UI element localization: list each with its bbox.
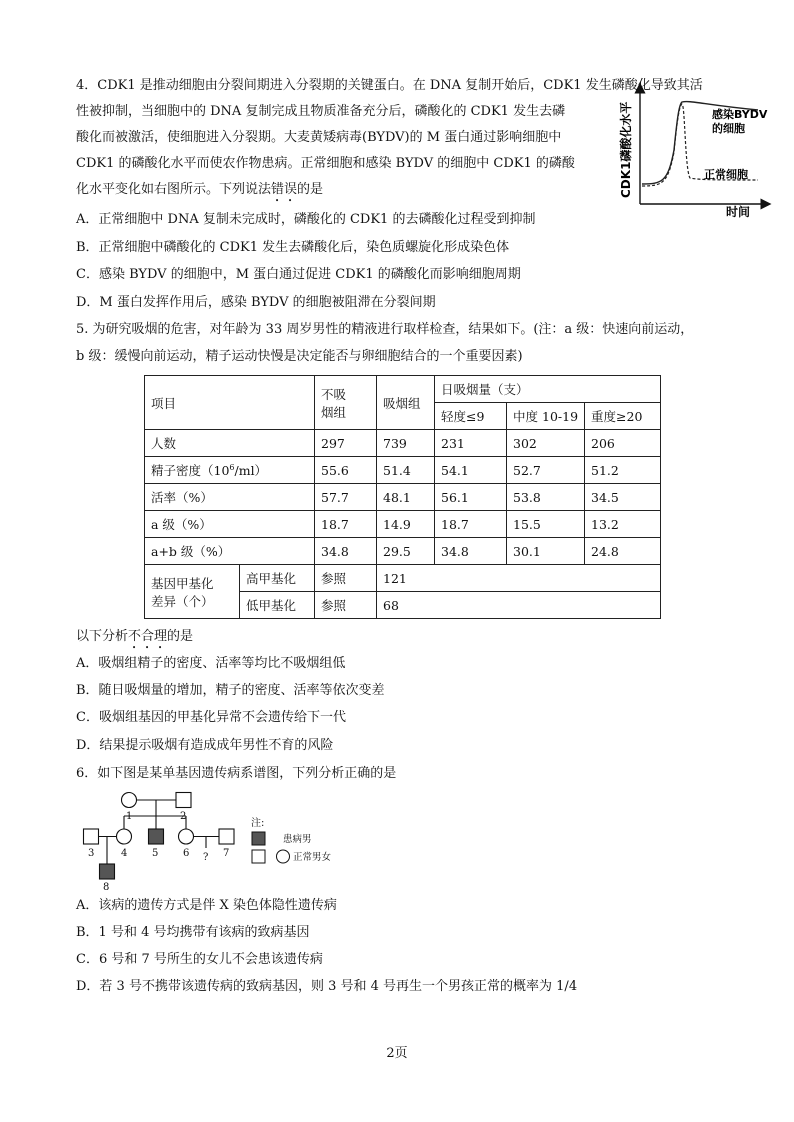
svg-text:4: 4	[121, 848, 128, 859]
q5-option-c: C．吸烟组基因的甲基化异常不会遗传给下一代	[76, 710, 346, 725]
infected-label-2: 的细胞	[712, 122, 745, 135]
q4-option-d: D．M 蛋白发挥作用后，感染 BYDV 的细胞被阻滞在分裂间期	[76, 295, 436, 310]
q5-option-d: D．结果提示吸烟有造成成年男性不育的风险	[76, 738, 334, 753]
sperm-data-table	[144, 375, 661, 619]
emphasis-text: 错误	[271, 182, 298, 197]
emphasis-text: 不合理	[128, 629, 168, 644]
svg-text:6: 6	[183, 848, 190, 859]
q4-line-1: 4．CDK1 是推动细胞由分裂间期进入分裂期的关键蛋白。在 DNA 复制开始后，CDK1 发生磷酸化导致其活	[76, 78, 703, 93]
legend-normal-female-icon	[277, 850, 290, 863]
header-heavy: 重度≥20	[585, 403, 661, 430]
normal-label: 正常细胞	[704, 168, 748, 181]
q4-line-2: 性被抑制，当细胞中的 DNA 复制完成且物质准备充分后，磷酸化的 CDK1 发生去磷	[76, 104, 566, 119]
infected-label-1: 感染BYDV	[712, 108, 768, 121]
q4-option-a: A．正常细胞中 DNA 复制未完成时，磷酸化的 CDK1 的去磷酸化过程受到抑制	[76, 212, 536, 227]
legend-normal-male-icon	[252, 850, 265, 863]
q5-option-b: B．随日吸烟量的增加，精子的密度、活率等依次变差	[76, 683, 385, 698]
table-row: a+b 级（%） 34.8 29.5 34.8 30.1 24.8	[145, 538, 661, 565]
individual-1	[122, 793, 137, 808]
svg-text:3: 3	[88, 848, 95, 859]
svg-text:5: 5	[152, 848, 159, 859]
individual-6	[179, 829, 194, 844]
legend-normal-label: 正常男女	[293, 852, 332, 863]
q6-option-a: A．该病的遗传方式是伴 X 染色体隐性遗传病	[76, 898, 337, 913]
graph-y-label: CDK1磷酸化水平	[619, 101, 633, 198]
q4-line-5: 化水平变化如右图所示。下列说法错误的是	[76, 182, 324, 197]
q5-question: 以下分析不合理的是	[76, 629, 194, 644]
header-mid: 中度 10-19	[507, 403, 585, 430]
page-number: 2页	[386, 1046, 408, 1061]
individual-2	[176, 793, 191, 808]
q4-option-c: C．感染 BYDV 的细胞中，M 蛋白通过促进 CDK1 的磷酸化而影响细胞周期	[76, 267, 521, 282]
svg-text:7: 7	[223, 848, 230, 859]
graph-x-label: 时间	[726, 205, 751, 219]
table-row: a 级（%） 18.7 14.9 18.7 15.5 13.2	[145, 511, 661, 538]
q6-stem: 6．如下图是某单基因遗传病系谱图，下列分析正确的是	[76, 766, 397, 781]
individual-3	[84, 829, 99, 844]
table-row: 活率（%） 57.7 48.1 56.1 53.8 34.5	[145, 484, 661, 511]
q6-option-d: D．若 3 号不携带该遗传病的致病基因，则 3 号和 4 号再生一个男孩正常的概率为 1/4	[76, 979, 578, 994]
table-row: 精子密度$(10^6/ml)$ 55.6 51.4 54.1 52.7 51.2	[145, 457, 661, 484]
header-nonsmoke: 不吸 烟组	[315, 376, 377, 430]
individual-5-affected	[149, 829, 164, 844]
individual-4	[117, 829, 132, 844]
header-smoke: 吸烟组	[377, 376, 435, 430]
header-item: 项目	[145, 376, 315, 430]
svg-text:1: 1	[126, 811, 133, 822]
table-row: 基因甲基化 差异（个） 高甲基化 参照 121	[145, 565, 661, 592]
q5-option-a: A．吸烟组精子的密度、活率等均比不吸烟组低	[76, 656, 346, 671]
q6-option-b: B．1 号和 4 号均携带有该病的致病基因	[76, 925, 310, 940]
pedigree-chart	[76, 786, 346, 890]
q5-intro-1: 5. 为研究吸烟的危害，对年龄为 33 周岁男性的精液进行取样检查，结果如下。(注：a 级：快速向前运动，	[76, 322, 694, 337]
q6-option-c: C．6 号和 7 号所生的女儿不会患该遗传病	[76, 952, 323, 967]
legend-affected-label: 患病男	[283, 834, 312, 845]
table-row: 低甲基化 参照 68	[145, 592, 661, 619]
table-row: 人数 297 739 231 302 206	[145, 430, 661, 457]
svg-text:?: ?	[203, 852, 209, 863]
methylation-label: 基因甲基化 差异（个）	[145, 565, 240, 619]
q5-intro-2: b 级：缓慢向前运动，精子运动快慢是决定能否与卵细胞结合的一个重要因素)	[76, 349, 523, 364]
header-light: 轻度≤9	[435, 403, 507, 430]
cdk1-phosphorylation-graph	[600, 80, 780, 220]
header-daily: 日吸烟量（支）	[435, 376, 661, 403]
individual-7	[219, 829, 234, 844]
legend-affected-icon	[252, 832, 265, 845]
q4-line-4: CDK1 的磷酸化水平而使农作物患病。正常细胞和感染 BYDV 的细胞中 CDK1 的磷酸	[76, 156, 575, 171]
q4-option-b: B．正常细胞中磷酸化的 CDK1 发生去磷酸化后，染色质螺旋化形成染色体	[76, 240, 510, 255]
individual-8-affected	[100, 864, 115, 879]
svg-text:2: 2	[180, 811, 187, 822]
legend-note: 注:	[251, 818, 265, 829]
q4-line-3: 酸化而被激活，使细胞进入分裂期。大麦黄矮病毒(BYDV)的 M 蛋白通过影响细胞中	[76, 130, 562, 145]
svg-text:8: 8	[103, 882, 110, 890]
